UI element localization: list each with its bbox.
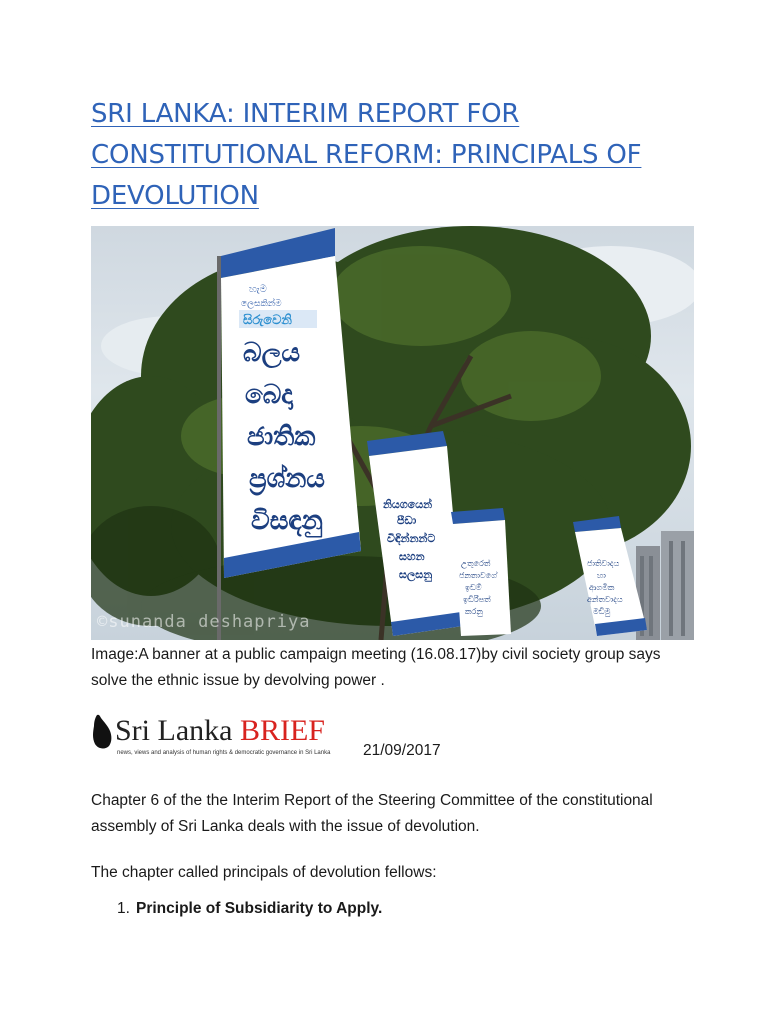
svg-text:සිරුවෙනි: සිරුවෙනි	[243, 313, 292, 328]
list-item-text: Principle of Subsidiarity to Apply.	[136, 900, 383, 917]
svg-text:ජනතාවගේ: ජනතාවගේ	[459, 571, 497, 580]
article-title[interactable]: SRI LANKA: INTERIM REPORT FOR CONSTITUTIONAL REFORM: PRINCIPALS OF DEVOLUTION	[91, 99, 642, 211]
sri-lanka-island-icon	[91, 714, 113, 750]
svg-text:කරනු: කරනු	[465, 607, 483, 616]
svg-text:ලෙසකින්ම: ලෙසකින්ම	[241, 299, 282, 309]
brand-tagline: news, views and analysis of human rights & democratic governance in Sri Lanka	[117, 750, 331, 756]
list-item	[117, 896, 382, 922]
banner-photo-illustration	[91, 226, 694, 640]
svg-text:අන්තවාදය: අන්තවාදය	[587, 595, 623, 604]
publish-date: 21/09/2017	[363, 742, 441, 759]
svg-text:හා: හා	[597, 571, 606, 580]
principles-list	[117, 896, 382, 922]
main-banner-line: විසඳනු	[251, 506, 323, 536]
svg-text:උතුරෙත්: උතුරෙත්	[461, 559, 491, 568]
main-banner-line: බලය	[243, 338, 301, 368]
list-item-number: 1.	[117, 900, 130, 917]
svg-text:සලසනු: සලසනු	[399, 568, 433, 581]
paragraph-intro: Chapter 6 of the the Interim Report of the Steering Committee of the constitutional assembly of Sri Lanka deals with the issue of devolution.	[91, 792, 653, 835]
svg-text:සහන: සහන	[399, 550, 425, 563]
svg-text:ඉඩිරිපත්: ඉඩිරිපත්	[463, 595, 491, 604]
svg-text:විඳින්නන්ට: විඳින්නන්ට	[387, 532, 436, 545]
paragraph-chapter: The chapter called principals of devolution fellows:	[91, 864, 437, 881]
sri-lanka-brief-logo	[91, 712, 691, 772]
main-banner-line: ජාතික	[247, 422, 316, 452]
svg-text:හැම: හැම	[249, 284, 267, 295]
brand-name-brief: BRIEF	[239, 714, 325, 747]
brand-name-part1: Sri Lanka	[115, 714, 233, 747]
main-banner-line: බෙදා	[245, 380, 293, 410]
svg-text:පීඩා: පීඩා	[397, 514, 417, 527]
svg-text:ඉඩම්: ඉඩම්	[465, 583, 482, 592]
svg-text:ජාතිවාදය: ජාතිවාදය	[587, 559, 620, 568]
image-watermark: ©sunanda deshapriya	[97, 612, 311, 632]
svg-text:මඩිමු: මඩිමු	[593, 607, 611, 616]
banner-photo	[91, 226, 694, 640]
image-caption: Image:A banner at a public campaign meeting (16.08.17)by civil society group says solve the ethnic issue by devolving power .	[91, 646, 661, 689]
svg-text:නියගයෙන්: නියගයෙන්	[383, 498, 433, 511]
main-banner-line: ප්‍රශ්නය	[249, 464, 325, 494]
banner-3	[451, 508, 511, 636]
brand-name	[115, 714, 325, 748]
svg-text:ආගමික: ආගමික	[589, 583, 615, 592]
